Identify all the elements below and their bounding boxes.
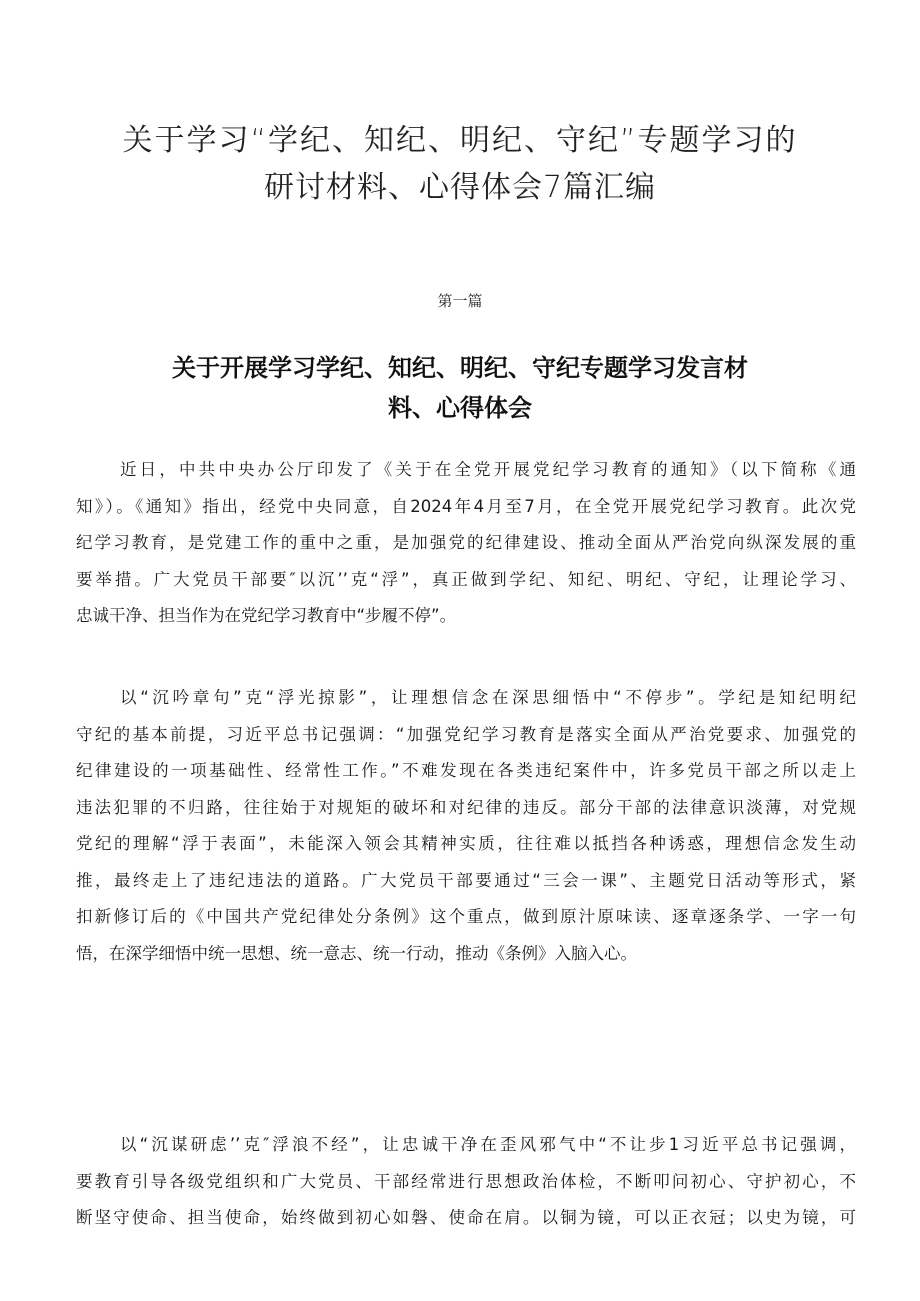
section-label: 第一篇 xyxy=(437,292,483,310)
paragraph-line: 知》）。《通知》指出，经党中央同意，自2024年4月至7月，在全党开展党纪学习教育。此次党 xyxy=(76,496,856,516)
paragraph-line: 近日，中共中央办公厅印发了《关于在全党开展党纪学习教育的通知》（以下简称《通 xyxy=(120,460,856,479)
paragraph-line: 以“沉谋研虑’’克″浮浪不经”，让忠诚干净在歪风邪气中“不让步1习近平总书记强调， xyxy=(120,1135,856,1154)
paragraph-line: 悟，在深学细悟中统一思想、统一意志、统一行动，推动《条例》入脑入心。 xyxy=(76,943,637,963)
paragraph-line: 忠诚干净、担当作为在党纪学习教育中“步履不停”。 xyxy=(76,606,457,625)
paragraph-line: 纪律建设的一项基础性、经常性工作。”不难发现在各类违纪案件中，许多党员干部之所以走上 xyxy=(76,761,856,780)
paragraph-line: 断坚守使命、担当使命，始终做到初心如磐、使命在肩。以铜为镜，可以正衣冠；以史为镜，可 xyxy=(76,1208,856,1227)
paragraph-line: 党纪的理解“浮于表面”，未能深入领会其精神实质，往往难以抵挡各种诱惑，理想信念发生动 xyxy=(76,834,856,853)
paragraph-2 xyxy=(76,680,856,972)
paragraph-line: 扣新修订后的《中国共产党纪律处分条例》这个重点，做到原汁原味读、逐章逐条学、一字一句 xyxy=(76,907,856,926)
paragraph-line: 纪学习教育，是党建工作的重中之重，是加强党的纪律建设、推动全面从严治党向纵深发展的重 xyxy=(76,533,856,552)
paragraph-line: 推，最终走上了违纪违法的道路。广大党员干部要通过“三会一课”、主题党日活动等形式，紧 xyxy=(76,870,856,890)
paragraph-3 xyxy=(76,1127,856,1237)
paragraph-line: 守纪的基本前提，习近平总书记强调：“加强党纪学习教育是落实全面从严治党要求、加强党的 xyxy=(76,724,856,744)
paragraph-line: 要教育引导各级党组织和广大党员、干部经常进行思想政治体检，不断叩问初心、守护初心，不 xyxy=(76,1171,856,1191)
paragraph-line: 违法犯罪的不归路，往往始于对规矩的破坏和对纪律的违反。部分干部的法律意识淡薄，对党规 xyxy=(76,797,856,817)
article-title-line-2: 料、心得体会 xyxy=(388,394,532,422)
document-title-line-2: 研讨材料、心得体会7篇汇编 xyxy=(263,170,657,205)
document-title-line-1: 关于学习“学纪、知纪、明纪、守纪”专题学习的 xyxy=(122,123,798,158)
article-title-line-1: 关于开展学习学纪、知纪、明纪、守纪专题学习发言材 xyxy=(172,354,748,382)
paragraph-1 xyxy=(76,452,856,635)
paragraph-line: 以“沉吟章句”克“浮光掠影”，让理想信念在深思细悟中“不停步”。学纪是知纪明纪 xyxy=(120,688,856,707)
paragraph-line: 要举措。广大党员干部要″以沉’’克“浮”，真正做到学纪、知纪、明纪、守纪，让理论学习、 xyxy=(76,569,856,589)
